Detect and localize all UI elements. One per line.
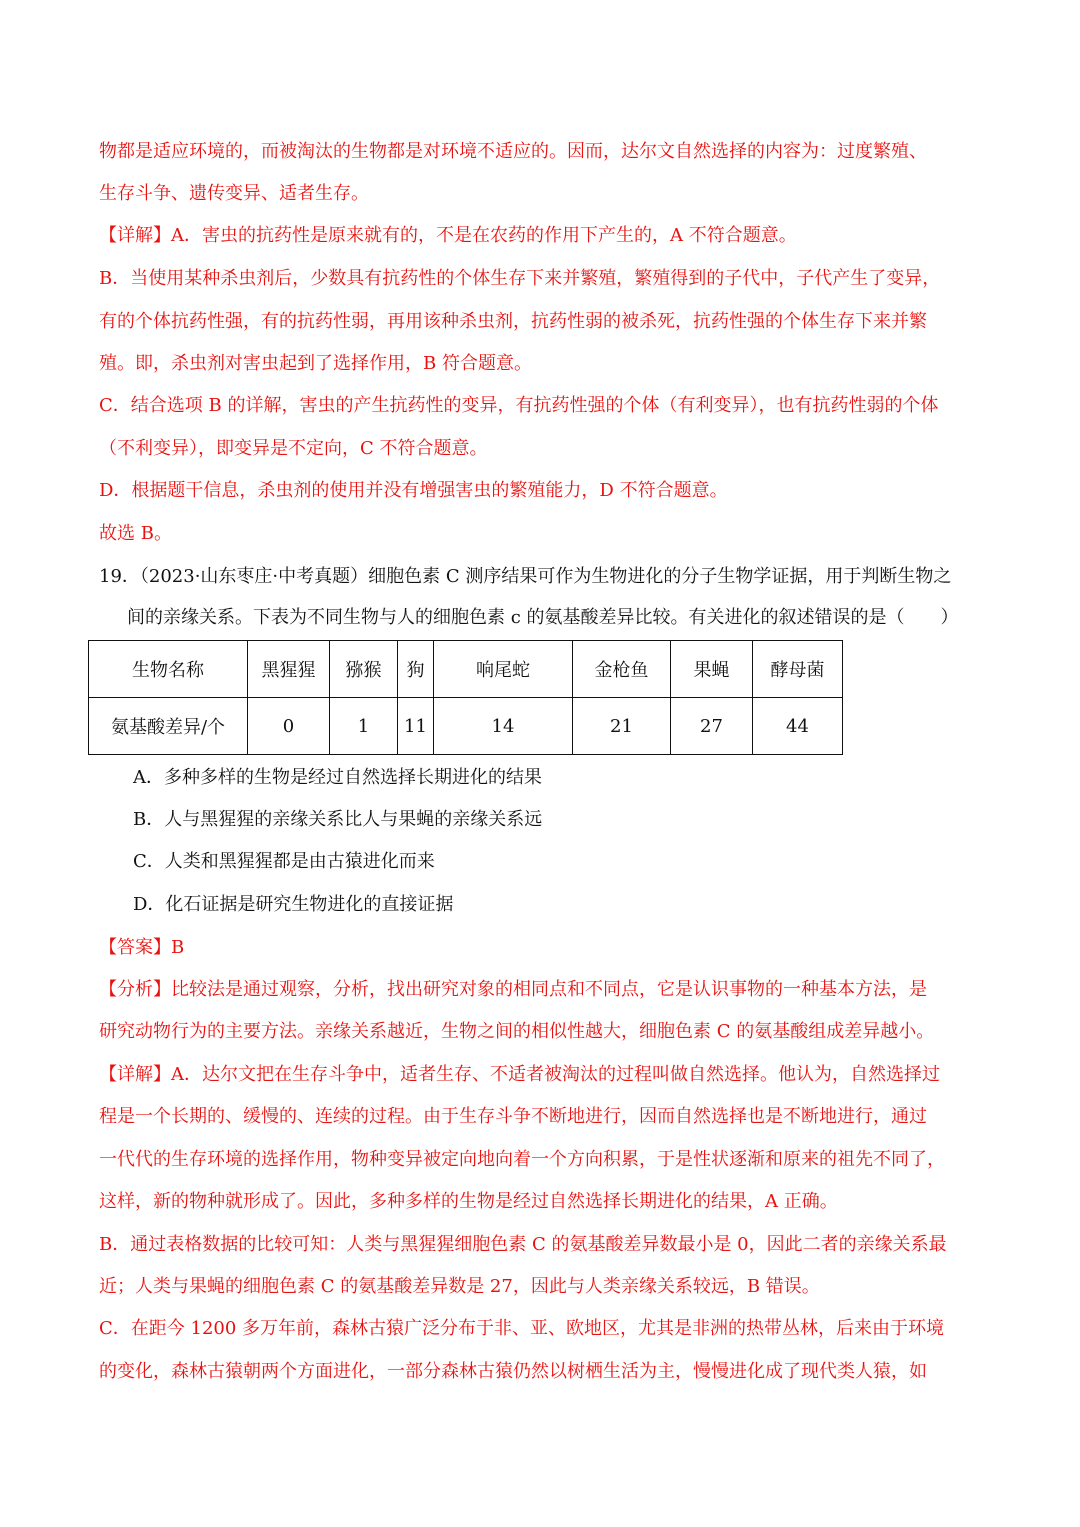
table-cell: 11 xyxy=(398,698,434,755)
detail-a-3: 一代代的生存环境的选择作用，物种变异被定向地向着一个方向积累，于是性状逐渐和原来的祖先不同了， xyxy=(99,1149,945,1170)
table-cell: 1 xyxy=(330,698,398,755)
prev-detail-b-2: 有的个体抗药性强，有的抗药性弱，再用该种杀虫剂，抗药性弱的被杀死，抗药性强的个体生存下来并繁 xyxy=(99,311,927,332)
table-header-cell: 果蝇 xyxy=(671,641,753,698)
table-cell: 氨基酸差异/个 xyxy=(89,698,248,755)
table-row xyxy=(89,698,843,755)
table-header-cell: 狗 xyxy=(398,641,434,698)
option-d: D．化石证据是研究生物进化的直接证据 xyxy=(133,894,454,915)
question-line-1: 19．（2023·山东枣庄·中考真题）细胞色素 C 测序结果可作为生物进化的分子生物学证据，用于判断生物之 xyxy=(99,566,952,587)
option-c: C．人类和黑猩猩都是由古猿进化而来 xyxy=(133,851,435,872)
prev-detail-a xyxy=(99,224,797,248)
detail-a-1 xyxy=(99,1063,940,1087)
table-header-row xyxy=(89,641,843,698)
detail-c-2: 的变化，森林古猿朝两个方面进化，一部分森林古猿仍然以树栖生活为主，慢慢进化成了现代类人猿，如 xyxy=(99,1361,927,1382)
prev-analysis-line-1: 物都是适应环境的，而被淘汰的生物都是对环境不适应的。因而，达尔文自然选择的内容为：过度繁殖、 xyxy=(99,141,927,162)
prev-detail-c-2: （不利变异），即变异是不定向，C 不符合题意。 xyxy=(99,438,488,459)
table-header-cell: 酵母菌 xyxy=(753,641,843,698)
table-cell: 14 xyxy=(434,698,573,755)
comparison-table xyxy=(88,640,843,755)
prev-detail-b-3: 殖。即，杀虫剂对害虫起到了选择作用，B 符合题意。 xyxy=(99,353,532,374)
table-header-cell: 黑猩猩 xyxy=(248,641,330,698)
table-header-cell: 生物名称 xyxy=(89,641,248,698)
analysis-line-1-text: 比较法是通过观察，分析，找出研究对象的相同点和不同点，它是认识事物的一种基本方法，是 xyxy=(171,979,927,1000)
prev-detail-b-1: B．当使用某种杀虫剂后，少数具有抗药性的个体生存下来并繁殖，繁殖得到的子代中，子代产生了变异， xyxy=(99,268,941,289)
question-line-2: 间的亲缘关系。下表为不同生物与人的细胞色素 c 的氨基酸差异比较。有关进化的叙述错误的是（ ） xyxy=(127,607,959,628)
detail-a-2: 程是一个长期的、缓慢的、连续的过程。由于生存斗争不断地进行，因而自然选择也是不断地进行，通过 xyxy=(99,1106,927,1127)
table-cell: 21 xyxy=(573,698,671,755)
prev-detail-c-1: C．结合选项 B 的详解，害虫的产生抗药性的变异，有抗药性强的个体（有利变异），也有抗药性弱的个体 xyxy=(99,395,939,416)
answer xyxy=(99,936,184,960)
detail-tag: 【详解】 xyxy=(99,1064,171,1085)
prev-analysis-line-2: 生存斗争、遗传变异、适者生存。 xyxy=(99,183,369,204)
table-cell: 44 xyxy=(753,698,843,755)
analysis-line-2: 研究动物行为的主要方法。亲缘关系越近，生物之间的相似性越大，细胞色素 C 的氨基酸组成差异越小。 xyxy=(99,1021,935,1042)
prev-detail-a-text: A．害虫的抗药性是原来就有的，不是在农药的作用下产生的，A 不符合题意。 xyxy=(171,225,797,246)
prev-detail-d: D．根据题干信息，杀虫剂的使用并没有增强害虫的繁殖能力，D 不符合题意。 xyxy=(99,480,728,501)
detail-b-1: B．通过表格数据的比较可知：人类与黑猩猩细胞色素 C 的氨基酸差异数最小是 0，因此二者的亲缘关系最 xyxy=(99,1234,947,1255)
table-cell: 27 xyxy=(671,698,753,755)
table-header-cell: 猕猴 xyxy=(330,641,398,698)
detail-b-2: 近；人类与果蝇的细胞色素 C 的氨基酸差异数是 27，因此与人类亲缘关系较远，B 错误。 xyxy=(99,1276,820,1297)
table-cell: 0 xyxy=(248,698,330,755)
table-header-cell: 金枪鱼 xyxy=(573,641,671,698)
table-header-cell: 响尾蛇 xyxy=(434,641,573,698)
option-a: A．多种多样的生物是经过自然选择长期进化的结果 xyxy=(133,767,542,788)
analysis-line-1 xyxy=(99,978,927,1002)
detail-a-4: 这样，新的物种就形成了。因此，多种多样的生物是经过自然选择长期进化的结果，A 正确。 xyxy=(99,1191,838,1212)
analysis-tag: 【分析】 xyxy=(99,979,171,1000)
option-b: B．人与黑猩猩的亲缘关系比人与果蝇的亲缘关系远 xyxy=(133,809,543,830)
detail-tag: 【详解】 xyxy=(99,225,171,246)
prev-conclusion: 故选 B。 xyxy=(99,523,172,544)
answer-tag: 【答案】 xyxy=(99,937,171,958)
answer-value: B xyxy=(171,937,185,958)
detail-c-1: C．在距今 1200 多万年前，森林古猿广泛分布于非、亚、欧地区，尤其是非洲的热带丛林，后来由于环境 xyxy=(99,1318,945,1339)
detail-a-1-text: A．达尔文把在生存斗争中，适者生存、不适者被淘汰的过程叫做自然选择。他认为，自然选择过 xyxy=(171,1064,940,1085)
